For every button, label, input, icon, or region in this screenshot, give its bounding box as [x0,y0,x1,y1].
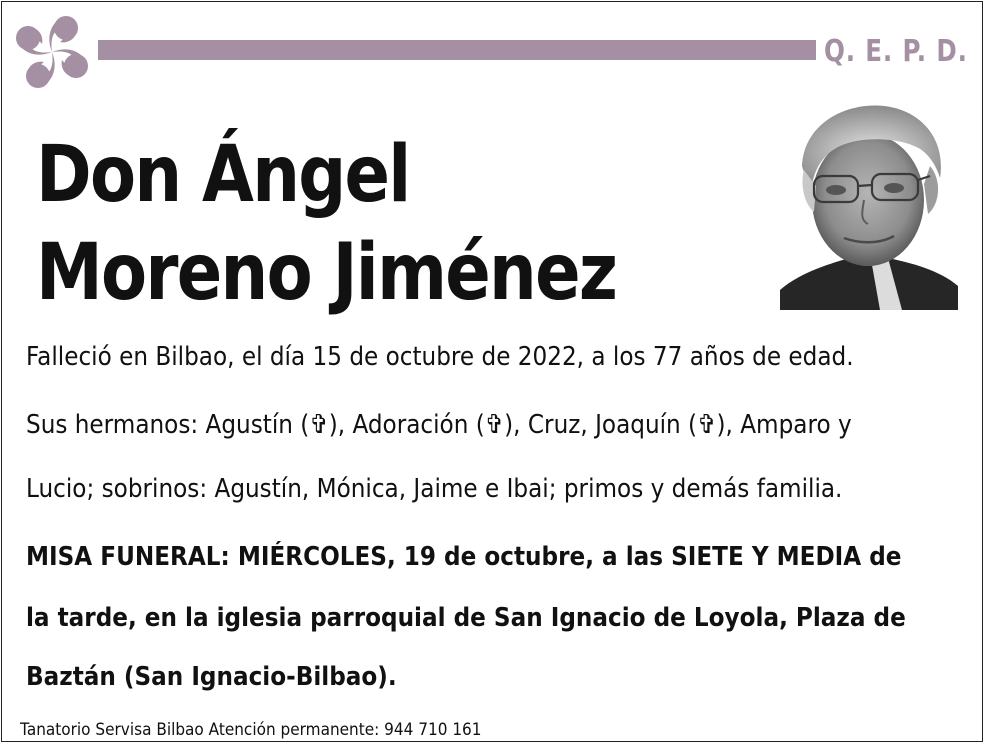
funeral-home-footer: Tanatorio Servisa Bilbao Atención permanente: 944 710 161 [20,720,482,740]
family-line-1: Sus hermanos: Agustín (✞), Adoración (✞), Cruz, Joaquín (✞), Amparo y [26,410,852,440]
obituary-card [1,1,983,742]
funeral-mass-line-3: Baztán (San Ignacio-Bilbao). [26,662,397,692]
funeral-mass-line-2: la tarde, en la iglesia parroquial de San Ignacio de Loyola, Plaza de [26,603,906,633]
death-notice: Falleció en Bilbao, el día 15 de octubre de 2022, a los 77 años de edad. [26,342,854,372]
funeral-mass-line-1: MISA FUNERAL: MIÉRCOLES, 19 de octubre, a las SIETE Y MEDIA de [26,542,902,572]
lauburu-icon [10,10,94,94]
qepd-label: Q. E. P. D. [824,34,968,69]
header-band [98,40,816,60]
family-line-2: Lucio; sobrinos: Agustín, Mónica, Jaime e Ibai; primos y demás familia. [26,474,843,504]
name-line-1: Don Ángel [36,130,410,220]
portrait-photo [780,100,958,310]
name-line-2: Moreno Jiménez [36,228,617,318]
